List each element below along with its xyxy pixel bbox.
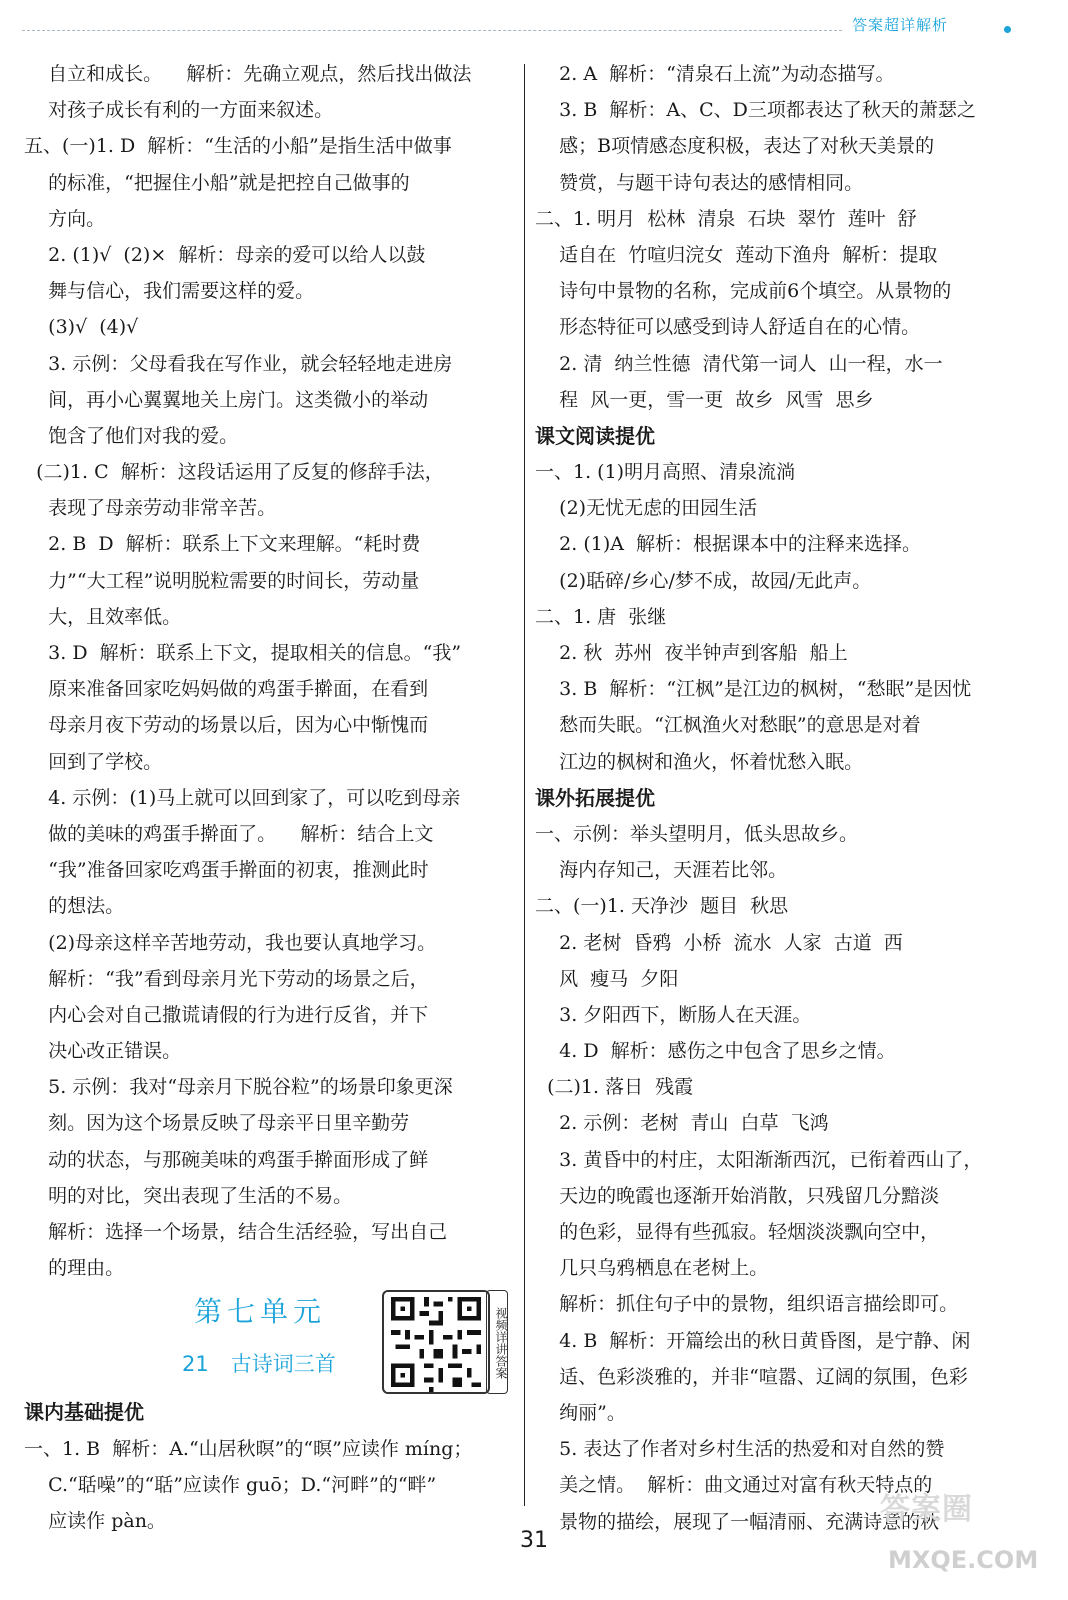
- answer-line: 2. 秋 苏州 夜半钟声到客船 船上: [535, 642, 848, 664]
- answer-line: 天边的晚霞也逐渐开始消散，只残留几分黯淡: [535, 1184, 940, 1207]
- answer-line: (2)无忧无虑的田园生活: [535, 497, 758, 520]
- answer-line: 方向。: [24, 207, 106, 230]
- answer-line: 一、1. B 解析：A.“山居秋暝”的“暝”应读作 míng；: [24, 1437, 473, 1460]
- left-column: [24, 56, 514, 1539]
- answer-line: 程 风一更，雪一更 故乡 风雪 思乡: [535, 388, 874, 411]
- answer-line: 2. (1)A 解析：根据课本中的注释来选择。: [535, 533, 922, 556]
- answer-line: (2)母亲这样辛苦地劳动，我也要认真地学习。: [24, 931, 437, 954]
- answer-line: 2. (1)√ (2)× 解析：母亲的爱可以给人以鼓: [24, 243, 426, 266]
- answer-line: 风 瘦马 夕阳: [535, 967, 679, 990]
- section-title-reading: 课文阅读提优: [535, 423, 655, 448]
- watermark-text: 答案圈: [880, 1492, 973, 1527]
- header-dot-icon: [1004, 26, 1011, 33]
- answer-line: 适自在 竹喧归浣女 莲动下渔舟 解析：提取: [535, 243, 938, 266]
- answer-line: 内心会对自己撒谎请假的行为进行反省，并下: [24, 1003, 429, 1026]
- answer-line: 间，再小心翼翼地关上房门。这类微小的举动: [24, 388, 429, 411]
- answer-line: (3)√ (4)√: [24, 316, 139, 339]
- answer-line: 适、色彩淡雅的，并非“喧嚣、辽阔的氛围，色彩: [535, 1365, 968, 1388]
- answer-line: 原来准备回家吃妈妈做的鸡蛋手擀面，在看到: [24, 678, 429, 701]
- answer-line: 力”“大工程”说明脱粒需要的时间长，劳动量: [24, 569, 420, 592]
- answer-line: 一、1. (1)明月高照、清泉流淌: [535, 461, 796, 484]
- answer-line: 二、1. 明月 松林 清泉 石块 翠竹 莲叶 舒: [535, 207, 917, 230]
- right-answers-b: [535, 454, 1025, 780]
- answer-line: 的想法。: [24, 895, 125, 918]
- answer-line: (二)1. 落日 残霞: [535, 1076, 694, 1099]
- answer-line: 明的对比，突出表现了生活的不易。: [24, 1184, 353, 1207]
- left-answers-b: [24, 1431, 514, 1540]
- lesson-name: 古诗词三首: [230, 1352, 336, 1377]
- answer-line: 表现了母亲劳动非常辛苦。: [24, 497, 277, 520]
- answer-line: 饱含了他们对我的爱。: [24, 424, 239, 447]
- answer-line: 3. B 解析：A、C、D三项都表达了秋天的萧瑟之: [535, 99, 976, 122]
- lesson-number: 21: [182, 1352, 209, 1377]
- unit-title: 第七单元: [194, 1295, 327, 1329]
- answer-line: 几只乌鸦栖息在老树上。: [535, 1257, 769, 1280]
- answer-line: (二)1. C 解析：这段话运用了反复的修辞手法，: [24, 461, 444, 484]
- answer-line: 大，且效率低。: [24, 605, 182, 628]
- answer-line: 二、1. 唐 张继: [535, 605, 667, 628]
- answer-line: 3. 示例：父母看我在写作业，就会轻轻地走进房: [24, 352, 453, 375]
- answer-line: 应读作 pàn。: [24, 1509, 166, 1532]
- answer-line: 的理由。: [24, 1257, 125, 1280]
- answer-line: “我”准备回家吃鸡蛋手擀面的初衷，推测此时: [24, 859, 429, 882]
- answer-line: 3. 黄昏中的村庄，太阳渐渐西沉，已衔着西山了，: [535, 1148, 983, 1171]
- answer-line: 3. B 解析：“江枫”是江边的枫树，“愁眠”是因忧: [535, 678, 972, 701]
- column-divider: [524, 64, 525, 1506]
- header-label: 答案超详解析: [852, 16, 949, 34]
- answer-line: 愁而失眠。“江枫渔火对愁眠”的意思是对着: [535, 714, 921, 737]
- answer-line: 五、(一)1. D 解析：“生活的小船”是指生活中做事: [24, 135, 452, 158]
- answer-line: 2. B D 解析：联系上下文来理解。“耗时费: [24, 533, 421, 556]
- answer-line: 决心改正错误。: [24, 1040, 182, 1063]
- answer-line: 动的状态，与那碗美味的鸡蛋手擀面形成了鲜: [24, 1148, 429, 1171]
- page-number: 31: [520, 1528, 548, 1553]
- answer-line: 2. 示例：老树 青山 白草 飞鸿: [535, 1112, 829, 1135]
- section-title-in-class: 课内基础提优: [24, 1400, 144, 1425]
- answer-line: 2. A 解析：“清泉石上流”为动态描写。: [535, 63, 895, 85]
- answer-line: 刻。因为这个场景反映了母亲平日里辛勤劳: [24, 1112, 410, 1135]
- answer-line: 一、示例：举头望明月，低头思故乡。: [535, 822, 859, 845]
- answer-line: 诗句中景物的名称，完成前6个填空。从景物的: [535, 280, 952, 303]
- answer-line: 解析：抓住句子中的景物，组织语言描绘即可。: [535, 1293, 959, 1316]
- answer-line: 回到了学校。: [24, 750, 163, 773]
- answer-line: 形态特征可以感受到诗人舒适自在的心情。: [535, 316, 921, 339]
- left-answers-a: [24, 56, 514, 1286]
- answer-line: 5. 示例：我对“母亲月下脱谷粒”的场景印象更深: [24, 1076, 453, 1099]
- answer-line: 感；B项情感态度积极，表达了对秋天美景的: [535, 135, 935, 158]
- section-title-extension: 课外拓展提优: [535, 785, 655, 810]
- answer-line: 绚丽”。: [535, 1401, 626, 1424]
- right-answers-c: [535, 816, 1025, 1540]
- answer-line: 自立和成长。 解析：先确立观点，然后找出做法: [24, 63, 472, 85]
- answer-line: 2. 清 纳兰性德 清代第一词人 山一程，水一: [535, 352, 943, 375]
- answer-line: 对孩子成长有利的一方面来叙述。: [24, 99, 334, 122]
- answer-line: 解析：选择一个场景，结合生活经验，写出自己: [24, 1221, 448, 1243]
- answer-line: 5. 表达了作者对乡村生活的热爱和对自然的赞: [535, 1438, 945, 1461]
- header-rule: [22, 30, 842, 31]
- right-column: [535, 56, 1025, 1540]
- answer-line: 4. 示例：(1)马上就可以回到家了，可以吃到母亲: [24, 786, 461, 809]
- answer-line: 美之情。 解析：曲文通过对富有秋天特点的: [535, 1474, 933, 1497]
- answer-line: 的色彩，显得有些孤寂。轻烟淡淡飘向空中，: [535, 1221, 940, 1243]
- qr-caption: 视频详讲答案: [486, 1290, 508, 1394]
- answer-line: 舞与信心，我们需要这样的爱。: [24, 280, 315, 303]
- right-answers-a: [535, 56, 1025, 418]
- answer-line: 赞赏，与题干诗句表达的感情相同。: [535, 171, 864, 194]
- answer-line: 3. D 解析：联系上下文，提取相关的信息。“我”: [24, 642, 462, 664]
- answer-line: 3. 夕阳西下，断肠人在天涯。: [535, 1003, 812, 1026]
- unit-heading-block: [24, 1286, 514, 1394]
- lesson-title: [182, 1346, 336, 1382]
- answer-line: 4. D 解析：感伤之中包含了思乡之情。: [535, 1040, 896, 1063]
- qr-code-icon[interactable]: [382, 1290, 490, 1394]
- answer-line: 二、(一)1. 天净沙 题目 秋思: [535, 895, 789, 918]
- answer-line: C.“聒噪”的“聒”应读作 guō；D.“河畔”的“畔”: [24, 1473, 437, 1496]
- answer-line: 解析：“我”看到母亲月光下劳动的场景之后，: [24, 967, 429, 990]
- watermark-logo: [880, 1484, 973, 1528]
- answer-line: 江边的枫树和渔火，怀着忧愁入眠。: [535, 750, 864, 773]
- watermark-url: MXQE.COM: [888, 1546, 1039, 1574]
- answer-line: 2. 老树 昏鸦 小桥 流水 人家 古道 西: [535, 931, 903, 954]
- answer-line: 做的美味的鸡蛋手擀面了。 解析：结合上文: [24, 822, 434, 845]
- answer-line: 的标准，“把握住小船”就是把控自己做事的: [24, 171, 410, 194]
- answer-line: 母亲月夜下劳动的场景以后，因为心中惭愧而: [24, 714, 429, 737]
- answer-line: 景物的描绘，展现了一幅清丽、充满诗意的秋: [535, 1510, 940, 1533]
- answer-line: 海内存知己，天涯若比邻。: [535, 859, 788, 882]
- answer-line: 4. B 解析：开篇绘出的秋日黄昏图，是宁静、闲: [535, 1329, 971, 1352]
- answer-line: (2)聒碎/乡心/梦不成，故园/无此声。: [535, 569, 872, 592]
